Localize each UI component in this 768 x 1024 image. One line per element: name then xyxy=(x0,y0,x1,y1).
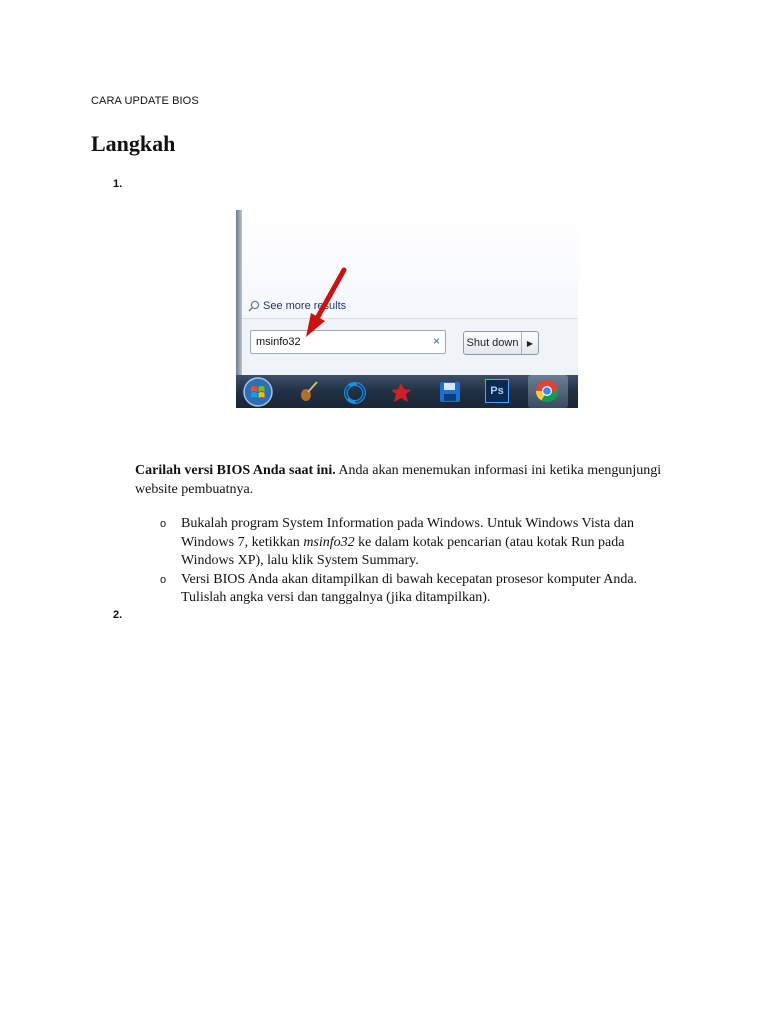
list-item xyxy=(160,571,680,608)
start-menu-screenshot xyxy=(236,210,578,408)
search-value: msinfo32 xyxy=(256,336,301,348)
clear-search-icon[interactable]: × xyxy=(432,334,440,348)
list-item xyxy=(160,515,680,571)
bullet-marker: o xyxy=(160,518,167,530)
instruction-paragraph xyxy=(135,461,675,499)
section-heading: Langkah xyxy=(91,131,176,156)
photoshop-label: Ps xyxy=(490,385,504,397)
bullet-text: Bukalah program System Information pada Windows. Untuk Windows Vista dan Windows 7, ketikkan xyxy=(181,516,634,550)
instruction-text: Anda akan menemukan informasi ini ketika mengunjungi website pembuatnya. xyxy=(135,463,662,497)
bullet-text: Versi BIOS Anda akan ditampilkan di bawah kecepatan prosesor komputer Anda. Tulislah angka versi dan tanggalnya (jika ditampilkan). xyxy=(181,571,638,605)
bullet-emphasis: msinfo32 xyxy=(303,534,355,550)
bullet-list xyxy=(160,515,680,608)
document-title: CARA UPDATE BIOS xyxy=(91,95,199,107)
instruction-bold: Carilah versi BIOS Anda saat ini. xyxy=(135,463,336,478)
red-pointer-arrow xyxy=(236,210,578,408)
bullet-marker: o xyxy=(160,573,167,586)
step-number-1: 1. xyxy=(113,178,123,190)
step-number-2: 2. xyxy=(113,609,123,621)
shut-down-options-arrow-icon[interactable]: ▶ xyxy=(526,338,534,348)
bullet-text: ke dalam kotak pencarian (atau kotak Run pada Windows XP), lalu klik System Summary. xyxy=(181,534,625,568)
shut-down-label: Shut down xyxy=(464,332,522,354)
see-more-label: See more results xyxy=(263,300,347,312)
